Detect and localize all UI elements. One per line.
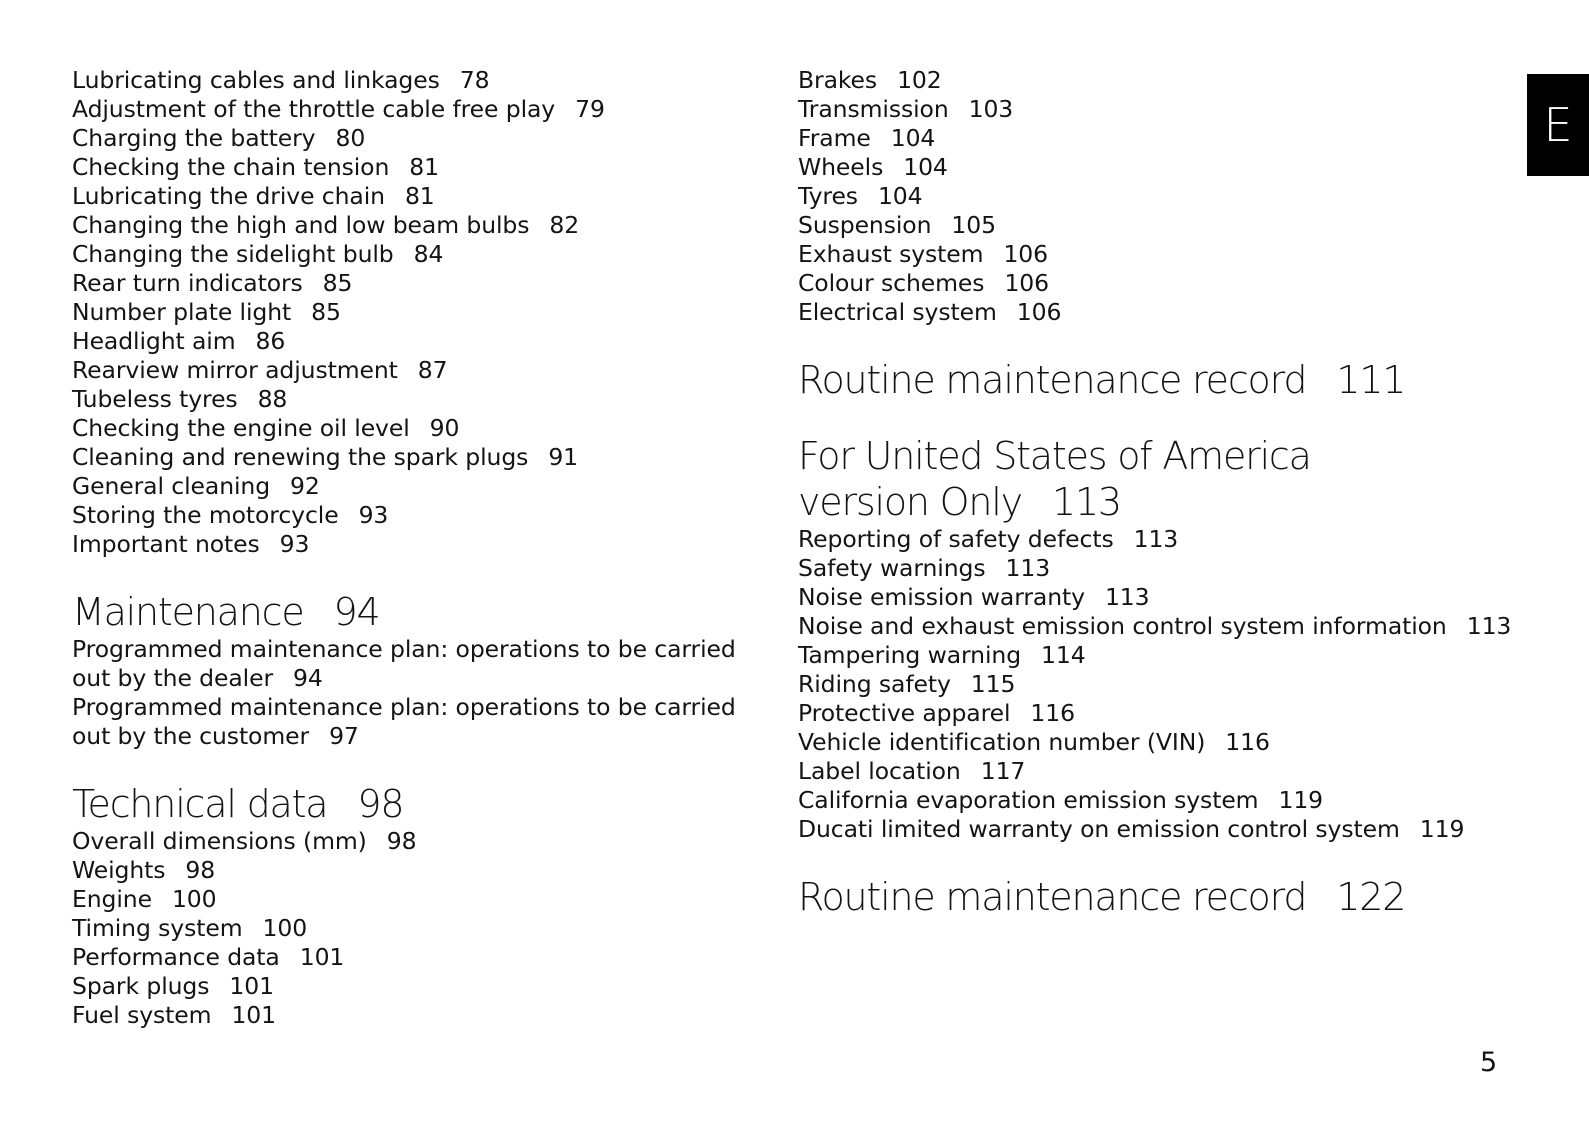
toc-entry-title: Weights [72,856,166,884]
toc-entry-title: Performance data [72,943,280,971]
toc-entry-title: Rearview mirror adjustment [72,356,398,384]
heading-page: 94 [333,590,380,634]
toc-entry[interactable] [798,182,1558,211]
toc-entry[interactable] [798,525,1558,554]
toc-entry-title: Lubricating cables and linkages [72,66,440,94]
toc-entry-page: 94 [293,664,323,692]
toc-entry[interactable] [798,612,1558,641]
toc-entry-title: Overall dimensions (mm) [72,827,367,855]
toc-entry-page: 81 [404,182,435,210]
toc-entry-page: 91 [548,443,579,471]
toc-entry-title: Checking the engine oil level [72,414,410,442]
toc-entry-page: 104 [903,153,948,181]
heading-title: Routine maintenance record [798,358,1307,402]
toc-entry[interactable] [72,240,772,269]
toc-entry[interactable] [798,757,1558,786]
toc-entry-title: Reporting of safety defects [798,525,1114,553]
heading-page: 113 [1051,480,1121,524]
toc-entry[interactable] [72,414,772,443]
toc-entry-title: Number plate light [72,298,292,326]
toc-entry-page: 103 [968,95,1014,123]
heading-title: Maintenance [72,590,304,634]
toc-entry-title: Changing the high and low beam bulbs [72,211,530,239]
toc-entry-title: Exhaust system [798,240,984,268]
toc-entry-page: 104 [890,124,936,152]
toc-entry-page: 87 [417,356,448,384]
toc-entry-page: 93 [279,530,310,558]
toc-entry-title: California evaporation emission system [798,786,1259,814]
toc-heading-usa-version[interactable] [798,433,1558,525]
toc-entry[interactable] [798,786,1558,815]
toc-entry[interactable] [798,641,1558,670]
toc-entry[interactable] [72,298,772,327]
toc-entry[interactable] [72,356,772,385]
toc-entry-page: 113 [1466,612,1512,640]
toc-entry-title: Cleaning and renewing the spark plugs [72,443,529,471]
toc-entry[interactable] [72,211,772,240]
page-number: 5 [1480,1047,1498,1078]
toc-entry-list [798,525,1558,844]
toc-entry[interactable] [72,914,772,943]
toc-entry-page: 93 [358,501,389,529]
toc-entry[interactable] [72,530,772,559]
toc-entry-title: Charging the battery [72,124,316,152]
toc-entry-page: 105 [951,211,996,239]
toc-entry-title: Checking the chain tension [72,153,390,181]
toc-entry[interactable] [72,943,772,972]
toc-entry[interactable] [72,182,772,211]
toc-entry-title: Frame [798,124,871,152]
toc-entry-page: 97 [329,722,359,750]
toc-heading-routine-maintenance-record-2[interactable] [798,874,1558,920]
toc-entry-title: Colour schemes [798,269,985,297]
toc-entry-list [798,66,1558,327]
toc-entry[interactable] [72,385,772,414]
toc-entry-list [72,635,772,751]
toc-entry-page: 117 [980,757,1026,785]
toc-entry[interactable] [798,95,1558,124]
toc-entry-page: 101 [299,943,345,971]
toc-entry-title: Programmed maintenance plan: operations to be carried out by the dealer [72,635,736,692]
toc-entry-list [72,827,772,1030]
toc-entry-title: Electrical system [798,298,997,326]
toc-left-column [72,66,772,1030]
language-tab[interactable]: E [1527,74,1589,176]
toc-entry[interactable] [798,554,1558,583]
toc-entry-page: 113 [1005,554,1051,582]
heading-title: Technical data [72,782,328,826]
toc-entry-page: 101 [231,1001,277,1029]
heading-title: Routine maintenance record [798,875,1307,919]
toc-entry-page: 98 [386,827,417,855]
toc-entry[interactable] [798,269,1558,298]
toc-heading-maintenance[interactable] [72,589,772,635]
toc-entry[interactable] [72,472,772,501]
toc-entry-title: Changing the sidelight bulb [72,240,394,268]
toc-entry-page: 80 [335,124,366,152]
toc-entry-title: Vehicle identification number (VIN) [798,728,1206,756]
toc-entry[interactable] [72,66,772,95]
toc-entry[interactable] [72,635,772,693]
toc-entry-page: 115 [970,670,1016,698]
toc-entry-list [72,66,772,559]
toc-entry-page: 100 [171,885,217,913]
toc-entry-page: 114 [1041,641,1086,669]
toc-entry-title: Protective apparel [798,699,1011,727]
toc-entry-page: 102 [897,66,942,94]
toc-heading-technical-data[interactable] [72,781,772,827]
toc-entry-title: Tubeless tyres [72,385,238,413]
toc-entry[interactable] [72,856,772,885]
toc-entry-title: Lubricating the drive chain [72,182,385,210]
toc-entry[interactable] [72,1001,772,1030]
heading-title-line1: For United States of America [798,434,1311,478]
toc-entry[interactable] [72,95,772,124]
toc-entry-title: Brakes [798,66,878,94]
toc-entry-title: Headlight aim [72,327,236,355]
toc-entry-page: 90 [429,414,460,442]
toc-entry-page: 119 [1278,786,1324,814]
toc-entry-title: Ducati limited warranty on emission control system [798,815,1400,843]
toc-entry[interactable] [72,153,772,182]
toc-entry-page: 82 [549,211,580,239]
heading-title-line2: version Only [798,480,1022,524]
toc-entry-page: 85 [322,269,353,297]
toc-entry-page: 101 [229,972,274,1000]
toc-entry[interactable] [72,443,772,472]
toc-entry[interactable] [72,972,772,1001]
toc-entry[interactable] [798,699,1558,728]
toc-entry-title: Rear turn indicators [72,269,303,297]
toc-entry-title: Suspension [798,211,932,239]
toc-entry-page: 119 [1419,815,1465,843]
toc-entry-title: Programmed maintenance plan: operations to be carried out by the customer [72,693,736,750]
toc-entry-page: 86 [255,327,286,355]
heading-page: 111 [1336,358,1406,402]
toc-entry[interactable] [798,815,1558,844]
toc-entry-title: Noise emission warranty [798,583,1085,611]
toc-entry-title: General cleaning [72,472,271,500]
toc-entry-page: 79 [575,95,605,123]
toc-entry-title: Engine [72,885,152,913]
toc-entry-title: Riding safety [798,670,951,698]
toc-entry[interactable] [798,583,1558,612]
toc-entry-title: Tyres [798,182,858,210]
toc-entry[interactable] [72,693,772,751]
toc-entry-page: 106 [1003,240,1048,268]
toc-entry[interactable] [798,153,1558,182]
toc-entry-page: 81 [409,153,439,181]
toc-entry-title: Adjustment of the throttle cable free play [72,95,556,123]
toc-entry[interactable] [798,670,1558,699]
toc-entry-title: Wheels [798,153,884,181]
toc-entry-page: 113 [1104,583,1150,611]
heading-page: 122 [1336,875,1406,919]
toc-right-column [798,66,1558,920]
toc-entry-page: 100 [262,914,308,942]
toc-entry-page: 106 [1016,298,1062,326]
toc-entry-page: 78 [459,66,490,94]
toc-entry[interactable] [72,269,772,298]
toc-entry-page: 84 [413,240,444,268]
toc-entry[interactable] [798,240,1558,269]
toc-heading-routine-maintenance-record[interactable] [798,357,1558,403]
toc-entry-title: Label location [798,757,961,785]
toc-entry-title: Fuel system [72,1001,212,1029]
toc-entry-page: 85 [311,298,341,326]
toc-entry-title: Important notes [72,530,260,558]
toc-entry-page: 106 [1004,269,1049,297]
toc-entry-title: Safety warnings [798,554,986,582]
toc-entry[interactable] [798,298,1558,327]
toc-entry[interactable] [798,728,1558,757]
toc-entry[interactable] [72,327,772,356]
toc-entry-page: 116 [1225,728,1270,756]
toc-entry-title: Spark plugs [72,972,210,1000]
toc-entry[interactable] [798,66,1558,95]
toc-entry-page: 113 [1133,525,1179,553]
toc-entry-page: 116 [1030,699,1075,727]
toc-entry-page: 88 [257,385,288,413]
heading-page: 98 [357,782,404,826]
toc-entry-title: Storing the motorcycle [72,501,339,529]
toc-entry[interactable] [798,211,1558,240]
toc-entry-page: 98 [185,856,216,884]
toc-entry[interactable] [798,124,1558,153]
toc-entry-page: 92 [290,472,320,500]
toc-entry-title: Timing system [72,914,243,942]
toc-entry[interactable] [72,885,772,914]
toc-entry[interactable] [72,501,772,530]
toc-entry[interactable] [72,827,772,856]
toc-entry-title: Transmission [798,95,949,123]
toc-entry[interactable] [72,124,772,153]
toc-entry-title: Tampering warning [798,641,1022,669]
toc-entry-title: Noise and exhaust emission control system information [798,612,1447,640]
toc-entry-page: 104 [877,182,923,210]
